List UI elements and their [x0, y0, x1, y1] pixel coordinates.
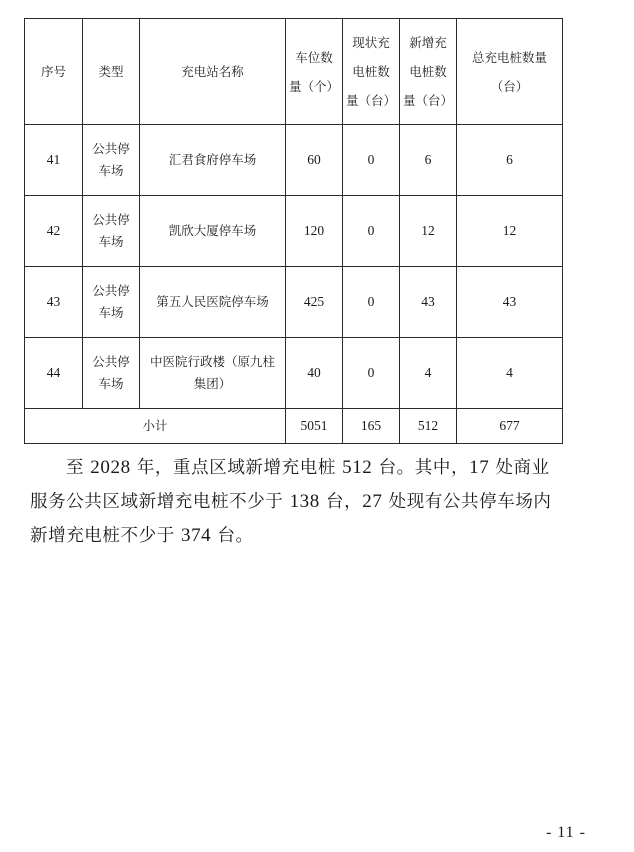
row-parking-spaces: 120: [286, 196, 343, 267]
subtotal-new-piles: 512: [400, 409, 457, 444]
header-type: 类型: [83, 19, 140, 125]
row-station-name: 第五人民医院停车场: [140, 267, 286, 338]
header-parking-spaces: 车位数 量（个）: [286, 19, 343, 125]
number: 512: [342, 457, 373, 478]
header-new-piles: 新增充 电桩数 量（台）: [400, 19, 457, 125]
row-station-name: 汇君食府停车场: [140, 125, 286, 196]
table-row: [25, 125, 563, 196]
row-new-piles: 4: [400, 338, 457, 409]
row-seq: 41: [25, 125, 83, 196]
text: 台。其中，: [372, 458, 470, 478]
text: 服务公共区域新增充电桩不少于: [30, 492, 290, 512]
row-existing-piles: 0: [343, 125, 400, 196]
row-seq: 42: [25, 196, 83, 267]
page-number: - 11 -: [545, 824, 586, 841]
row-type: 公共停 车场: [83, 267, 140, 338]
subtotal-label: 小计: [25, 409, 286, 444]
row-type: 公共停 车场: [83, 338, 140, 409]
table-row: [25, 338, 563, 409]
number: 374: [180, 525, 212, 546]
row-total-piles: 4: [457, 338, 563, 409]
number: 138: [289, 491, 320, 512]
row-type: 公共停 车场: [83, 125, 140, 196]
row-parking-spaces: 60: [286, 125, 343, 196]
row-station-name: 凯欣大厦停车场: [140, 196, 286, 267]
row-existing-piles: 0: [343, 196, 400, 267]
header-seq: 序号: [25, 19, 83, 125]
text: 台。: [211, 526, 254, 546]
row-new-piles: 43: [400, 267, 457, 338]
number: 2028: [90, 457, 131, 478]
row-type: 公共停 车场: [83, 196, 140, 267]
row-total-piles: 6: [457, 125, 563, 196]
row-total-piles: 12: [457, 196, 563, 267]
text: 新增充电桩不少于: [30, 526, 181, 546]
paragraph-line-2: [30, 486, 590, 518]
row-station-name: 中医院行政楼（原九柱 集团）: [140, 338, 286, 409]
row-parking-spaces: 40: [286, 338, 343, 409]
number: 27: [362, 491, 383, 512]
table-header-row: [25, 19, 563, 125]
subtotal-total-piles: 677: [457, 409, 563, 444]
table-row: [25, 196, 563, 267]
number: 17: [469, 457, 490, 478]
text: 处现有公共停车场内: [382, 492, 552, 512]
row-new-piles: 6: [400, 125, 457, 196]
charging-station-table: [24, 18, 563, 444]
header-existing-piles: 现状充 电桩数 量（台）: [343, 19, 400, 125]
table-row: [25, 267, 563, 338]
paragraph-line-3: [30, 520, 590, 552]
row-parking-spaces: 425: [286, 267, 343, 338]
text: 台，: [319, 492, 363, 512]
subtotal-row: [25, 409, 563, 444]
row-new-piles: 12: [400, 196, 457, 267]
paragraph-line-1: [66, 452, 626, 484]
text: 至: [66, 458, 91, 478]
text: 处商业: [489, 458, 550, 478]
row-total-piles: 43: [457, 267, 563, 338]
header-total-piles: 总充电桩数量 （台）: [457, 19, 563, 125]
subtotal-existing-piles: 165: [343, 409, 400, 444]
row-existing-piles: 0: [343, 338, 400, 409]
subtotal-parking-spaces: 5051: [286, 409, 343, 444]
row-existing-piles: 0: [343, 267, 400, 338]
text: 年，重点区域新增充电桩: [130, 458, 343, 478]
header-station-name: 充电站名称: [140, 19, 286, 125]
row-seq: 44: [25, 338, 83, 409]
row-seq: 43: [25, 267, 83, 338]
